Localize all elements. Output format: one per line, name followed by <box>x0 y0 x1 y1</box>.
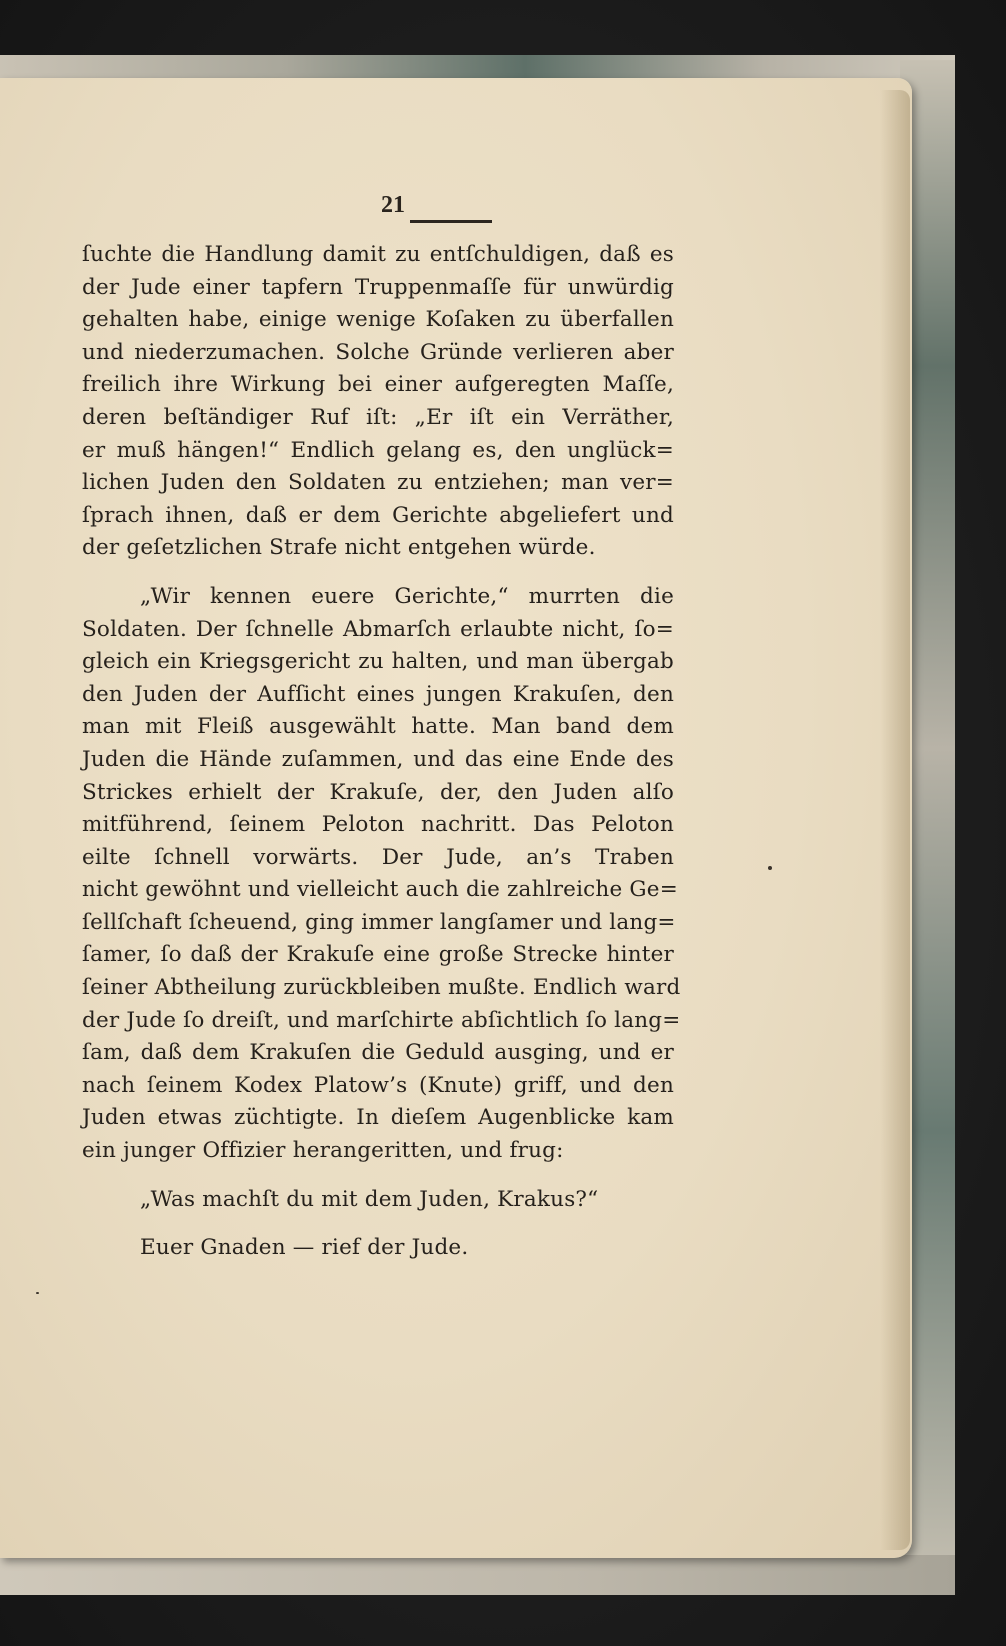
text-line: der Jude ſo dreiſt, und marſchirte abſichtlich ſo lang= <box>82 1007 681 1033</box>
text-line: ſuchte die Handlung damit zu entſchuldigen, daß es <box>82 242 674 267</box>
text-line: Soldaten. Der ſchnelle Abmarſch erlaubte nicht, ſo= <box>82 616 674 642</box>
paragraph-gap <box>82 1168 674 1184</box>
text-line: er muß hängen!“ Endlich gelang es, den unglück= <box>82 437 674 463</box>
text-line: deren beſtändiger Ruf iſt: „Er iſt ein Verräther, <box>82 404 674 430</box>
text-line: ſeiner Abtheilung zurückbleiben mußte. Endlich ward <box>82 975 681 1001</box>
paper-speck <box>768 866 772 870</box>
text-line: gehalten habe, einige wenige Koſaken zu überfallen <box>82 307 674 333</box>
text-line: ſellſchaft ſcheuend, ging immer langſamer und lang= <box>82 909 676 935</box>
paragraph <box>82 1184 674 1217</box>
paragraph-gap <box>82 1216 674 1232</box>
text-line: Juden etwas züchtigte. In dieſem Augenblicke kam <box>82 1105 674 1131</box>
page-text-block <box>82 190 681 1265</box>
cover-edge-bottom <box>0 1555 955 1595</box>
text-line: Juden die Hände zuſammen, und das eine Ende des <box>82 746 674 772</box>
page-edge-shadow <box>880 90 910 1550</box>
text-line: gleich ein Kriegsgericht zu halten, und man übergab <box>82 649 674 675</box>
text-line: mitführend, ſeinem Peloton nachritt. Das Peloton <box>82 812 674 838</box>
paper-speck <box>36 1292 39 1294</box>
text-line: „Was machſt du mit dem Juden, Krakus?“ <box>140 1186 599 1212</box>
page-number-rule <box>410 220 492 223</box>
text-line: Strickes erhielt der Krakuſe, der, den Juden alſo <box>82 779 674 805</box>
text-line: der geſetzlichen Strafe nicht entgehen würde. <box>82 535 596 561</box>
text-line: der Jude einer tapfern Truppenmaſſe für unwürdig <box>82 274 674 300</box>
paragraph <box>82 581 681 1168</box>
text-line: ſam, daß dem Krakuſen die Geduld ausging, und er <box>82 1040 674 1066</box>
paragraph <box>82 1232 674 1265</box>
text-line: ſamer, ſo daß der Krakuſe eine große Strecke hinter <box>82 942 674 968</box>
text-line: ſprach ihnen, daß er dem Gerichte abgeliefert und <box>82 502 674 528</box>
text-line: eilte ſchnell vorwärts. Der Jude, an’s Traben <box>82 844 674 870</box>
text-line: nach ſeinem Kodex Platow’s (Knute) griff, und den <box>82 1072 674 1098</box>
text-line: lichen Juden den Soldaten zu entziehen; man ver= <box>82 470 674 496</box>
text-line: nicht gewöhnt und vielleicht auch die zahlreiche Ge= <box>82 877 678 903</box>
text-line: freilich ihre Wirkung bei einer aufgeregten Maſſe, <box>82 372 674 398</box>
text-line: Euer Gnaden — rief der Jude. <box>140 1235 469 1261</box>
paragraph <box>82 239 674 565</box>
paragraph-gap <box>82 565 674 581</box>
text-line: „Wir kennen euere Gerichte,“ murrten die <box>140 583 674 609</box>
text-line: ein junger Offizier herangeritten, und frug: <box>82 1138 564 1164</box>
text-line: und niederzumachen. Solche Gründe verlieren aber <box>82 339 674 365</box>
text-line: den Juden der Aufſicht eines jungen Krakuſen, den <box>82 681 674 707</box>
page-body <box>82 239 681 1265</box>
page-number: 21 <box>381 192 405 218</box>
text-line: man mit Fleiß ausgewählt hatte. Man band dem <box>82 714 674 740</box>
